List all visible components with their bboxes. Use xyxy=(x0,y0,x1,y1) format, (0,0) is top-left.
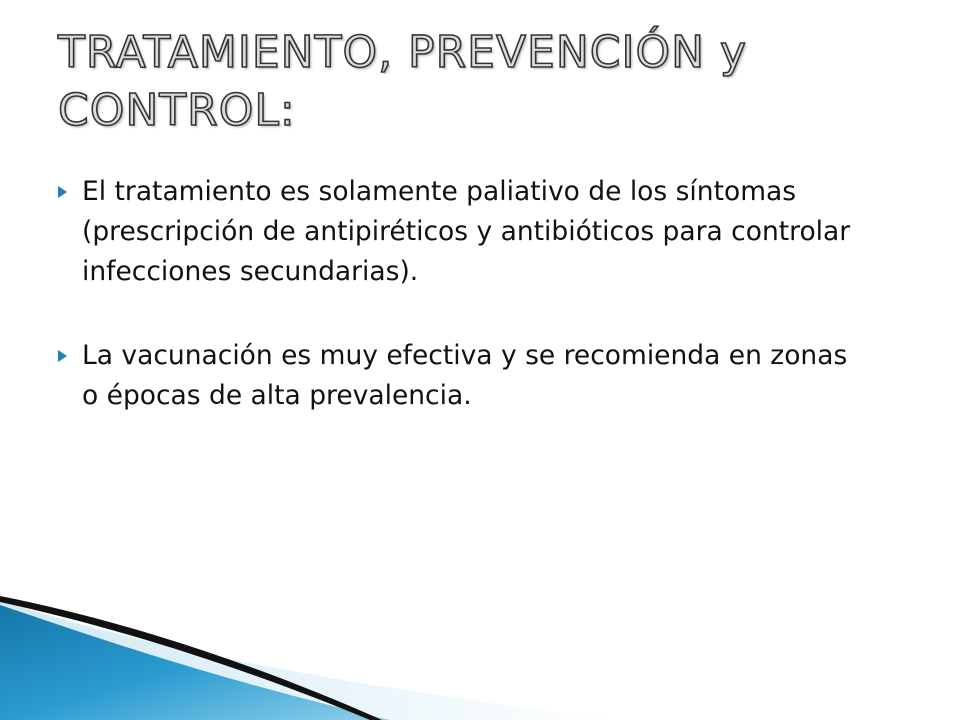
bullet-item xyxy=(58,172,858,292)
bullet-item xyxy=(58,336,858,416)
bullet-text: La vacunación es muy efectiva y se recomienda en zonas o épocas de alta prevalencia. xyxy=(82,340,848,411)
triangle-right-icon xyxy=(58,186,67,198)
decorative-wave xyxy=(0,560,620,720)
bullet-text: El tratamiento es solamente paliativo de los síntomas (prescripción de antipiréticos y antibióticos para controlar infecciones secundarias). xyxy=(82,176,851,287)
triangle-right-icon xyxy=(58,350,67,362)
slide-title-line-1: TRATAMIENTO, PREVENCIÓN y xyxy=(58,27,748,78)
slide-title-line-2: CONTROL: xyxy=(58,85,296,136)
bullet-list xyxy=(58,172,858,460)
slide-title xyxy=(58,24,918,140)
